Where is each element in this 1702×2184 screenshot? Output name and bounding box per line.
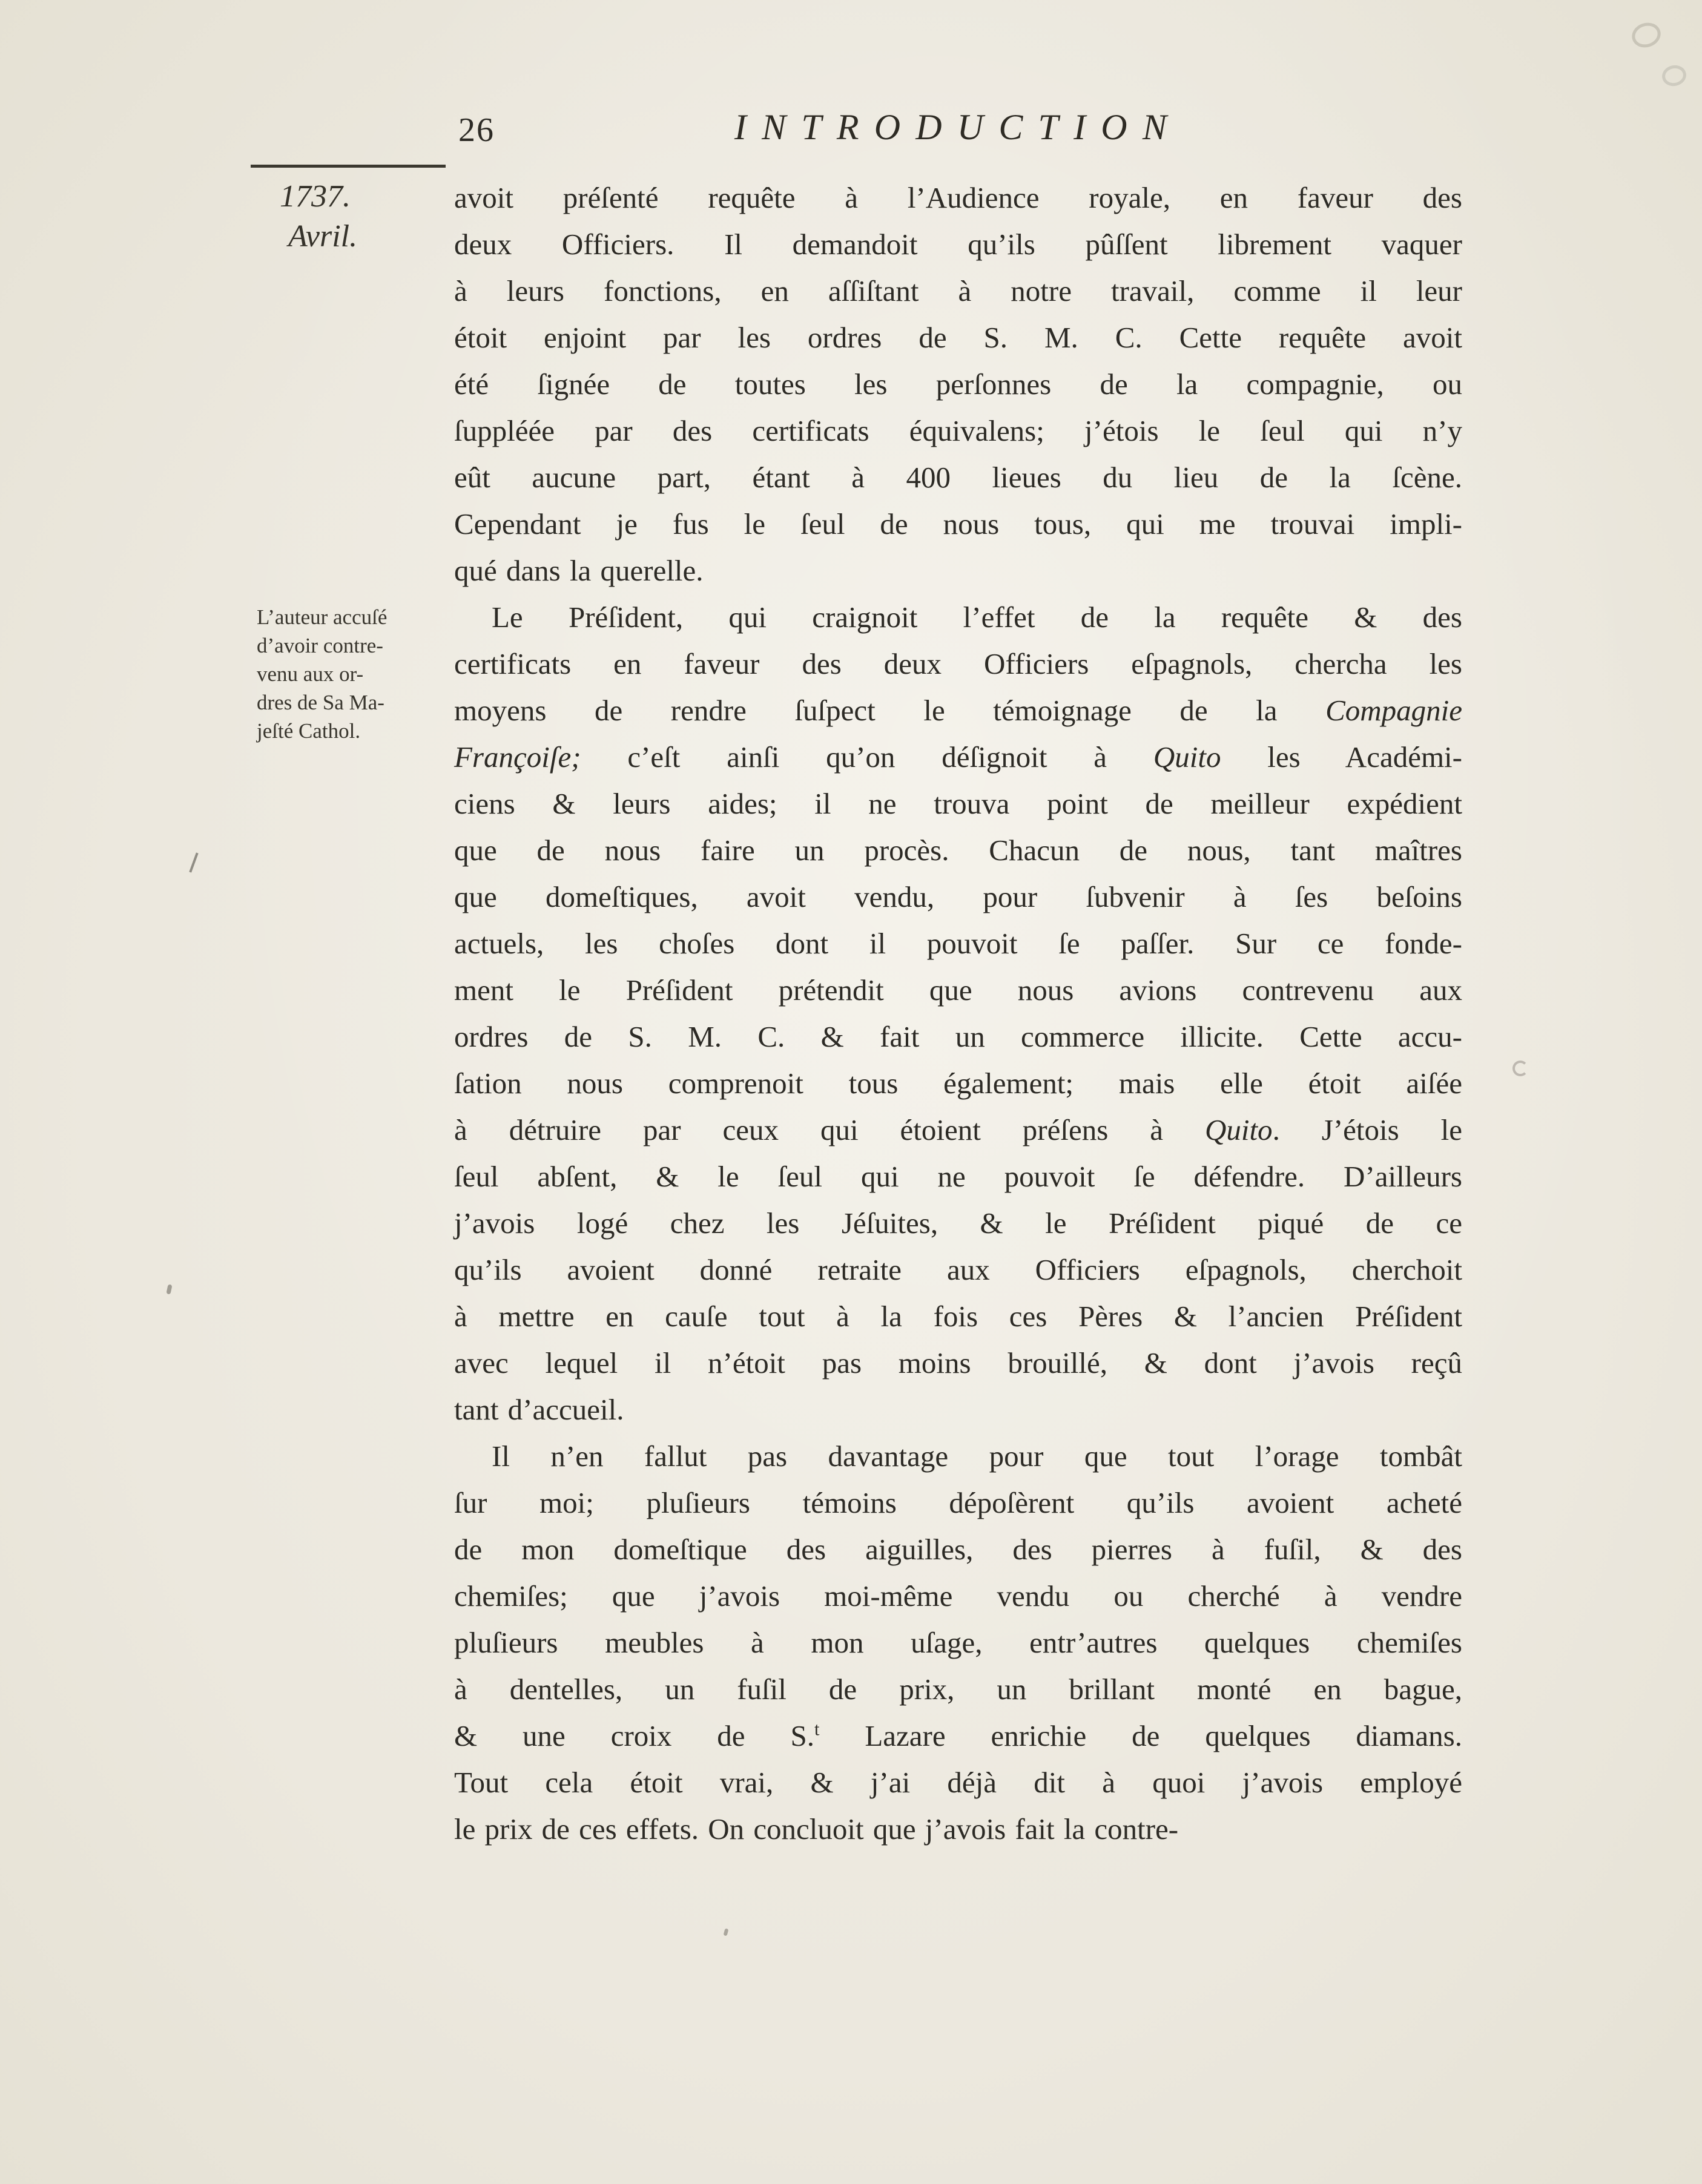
margin-note-line: L’auteur accuſé	[257, 605, 388, 629]
text-block	[454, 174, 1462, 1852]
text-line: à détruire par ceux qui étoient préſens à Quito. J’étois le	[454, 1113, 1462, 1146]
paragraph	[454, 174, 1462, 594]
text-line: à leurs fonctions, en aſſiſtant à notre travail, comme il leur	[454, 274, 1462, 308]
text-line: Cependant je fus le ſeul de nous tous, qui me trouvai impli-	[454, 507, 1462, 541]
text-line: ordres de S. M. C. & fait un commerce illicite. Cette accu-	[454, 1020, 1462, 1053]
text-line: actuels, les choſes dont il pouvoit ſe paſſer. Sur ce fonde-	[454, 927, 1462, 960]
text-line: qu’ils avoient donné retraite aux Officiers eſpagnols, cherchoit	[454, 1253, 1462, 1286]
paper-stain	[1629, 19, 1664, 51]
text-line: eût aucune part, étant à 400 lieues du lieu de la ſcène.	[454, 461, 1462, 494]
text-line: à mettre en cauſe tout à la fois ces Pères & l’ancien Préſident	[454, 1300, 1462, 1333]
margin-date-month: Avril.	[288, 219, 358, 254]
margin-rule	[251, 165, 446, 168]
scan-speck	[189, 852, 198, 872]
scan-speck	[724, 1928, 729, 1936]
text-line: ciens & leurs aides; il ne trouva point de meilleur expédient	[454, 787, 1462, 820]
text-line: Il n’en fallut pas davantage pour que tout l’orage tombât	[492, 1439, 1462, 1473]
text-line: Le Préſident, qui craignoit l’effet de la requête & des	[492, 600, 1462, 634]
text-line: ſuppléée par des certificats équivalens; j’étois le ſeul qui n’y	[454, 414, 1462, 447]
text-line: j’avois logé chez les Jéſuites, & le Préſident piqué de ce	[454, 1206, 1462, 1240]
margin-note-line: jeſté Cathol.	[257, 719, 361, 743]
text-line: qué dans la querelle.	[454, 554, 704, 587]
margin-date-year: 1737.	[280, 179, 351, 214]
text-line: que domeſtiques, avoit vendu, pour ſubvenir à ſes beſoins	[454, 880, 1462, 913]
text-line: le prix de ces effets. On concluoit que j’avois fait la contre-	[454, 1812, 1179, 1846]
page-number: 26	[458, 111, 495, 149]
scan-speck	[166, 1284, 172, 1294]
text-line: tant d’accueil.	[454, 1393, 624, 1426]
margin-note	[257, 603, 448, 745]
scan-speck	[1512, 1061, 1528, 1076]
text-line: chemiſes; que j’avois moi-même vendu ou cherché à vendre	[454, 1579, 1462, 1613]
text-line: ſeul abſent, & le ſeul qui ne pouvoit ſe défendre. D’ailleurs	[454, 1160, 1462, 1193]
text-line: à dentelles, un fuſil de prix, un brillant monté en bague,	[454, 1673, 1462, 1706]
text-line: deux Officiers. Il demandoit qu’ils pûſſent librement vaquer	[454, 228, 1462, 261]
text-line: ment le Préſident prétendit que nous avions contrevenu aux	[454, 973, 1462, 1007]
text-line: certificats en faveur des deux Officiers eſpagnols, chercha les	[454, 647, 1462, 680]
margin-date	[280, 177, 357, 257]
margin-note-line: venu aux or-	[257, 662, 364, 686]
text-line: avoit préſenté requête à l’Audience royale, en faveur des	[454, 181, 1462, 214]
text-line: & une croix de S.$^t$ Lazare enrichie de quelques diamans.	[454, 1719, 1462, 1752]
paragraph	[454, 594, 1462, 1433]
text-line: ſation nous comprenoit tous également; mais elle étoit aiſée	[454, 1067, 1462, 1100]
text-line: pluſieurs meubles à mon uſage, entr’autres quelques chemiſes	[454, 1626, 1462, 1659]
paragraph	[454, 1433, 1462, 1852]
text-line: été ſignée de toutes les perſonnes de la compagnie, ou	[454, 367, 1462, 401]
text-line: de mon domeſtique des aiguilles, des pierres à fuſil, & des	[454, 1533, 1462, 1566]
text-line: avec lequel il n’étoit pas moins brouillé, & dont j’avois reçû	[454, 1346, 1462, 1380]
text-line: moyens de rendre ſuſpect le témoignage de la Compagnie	[454, 694, 1462, 727]
text-line: que de nous faire un procès. Chacun de nous, tant maîtres	[454, 834, 1462, 867]
margin-note-line: d’avoir contre-	[257, 634, 383, 657]
running-title: INTRODUCTION	[734, 107, 1182, 147]
text-line: ſur moi; pluſieurs témoins dépoſèrent qu’ils avoient acheté	[454, 1486, 1462, 1519]
text-line: Françoiſe; c’eſt ainſi qu’on déſignoit à Quito les Académi-	[454, 740, 1462, 774]
text-line: étoit enjoint par les ordres de S. M. C. Cette requête avoit	[454, 321, 1462, 354]
text-line: Tout cela étoit vrai, & j’ai déjà dit à quoi j’avois employé	[454, 1766, 1462, 1799]
margin-note-line: dres de Sa Ma-	[257, 691, 384, 714]
paper-stain	[1660, 63, 1688, 88]
